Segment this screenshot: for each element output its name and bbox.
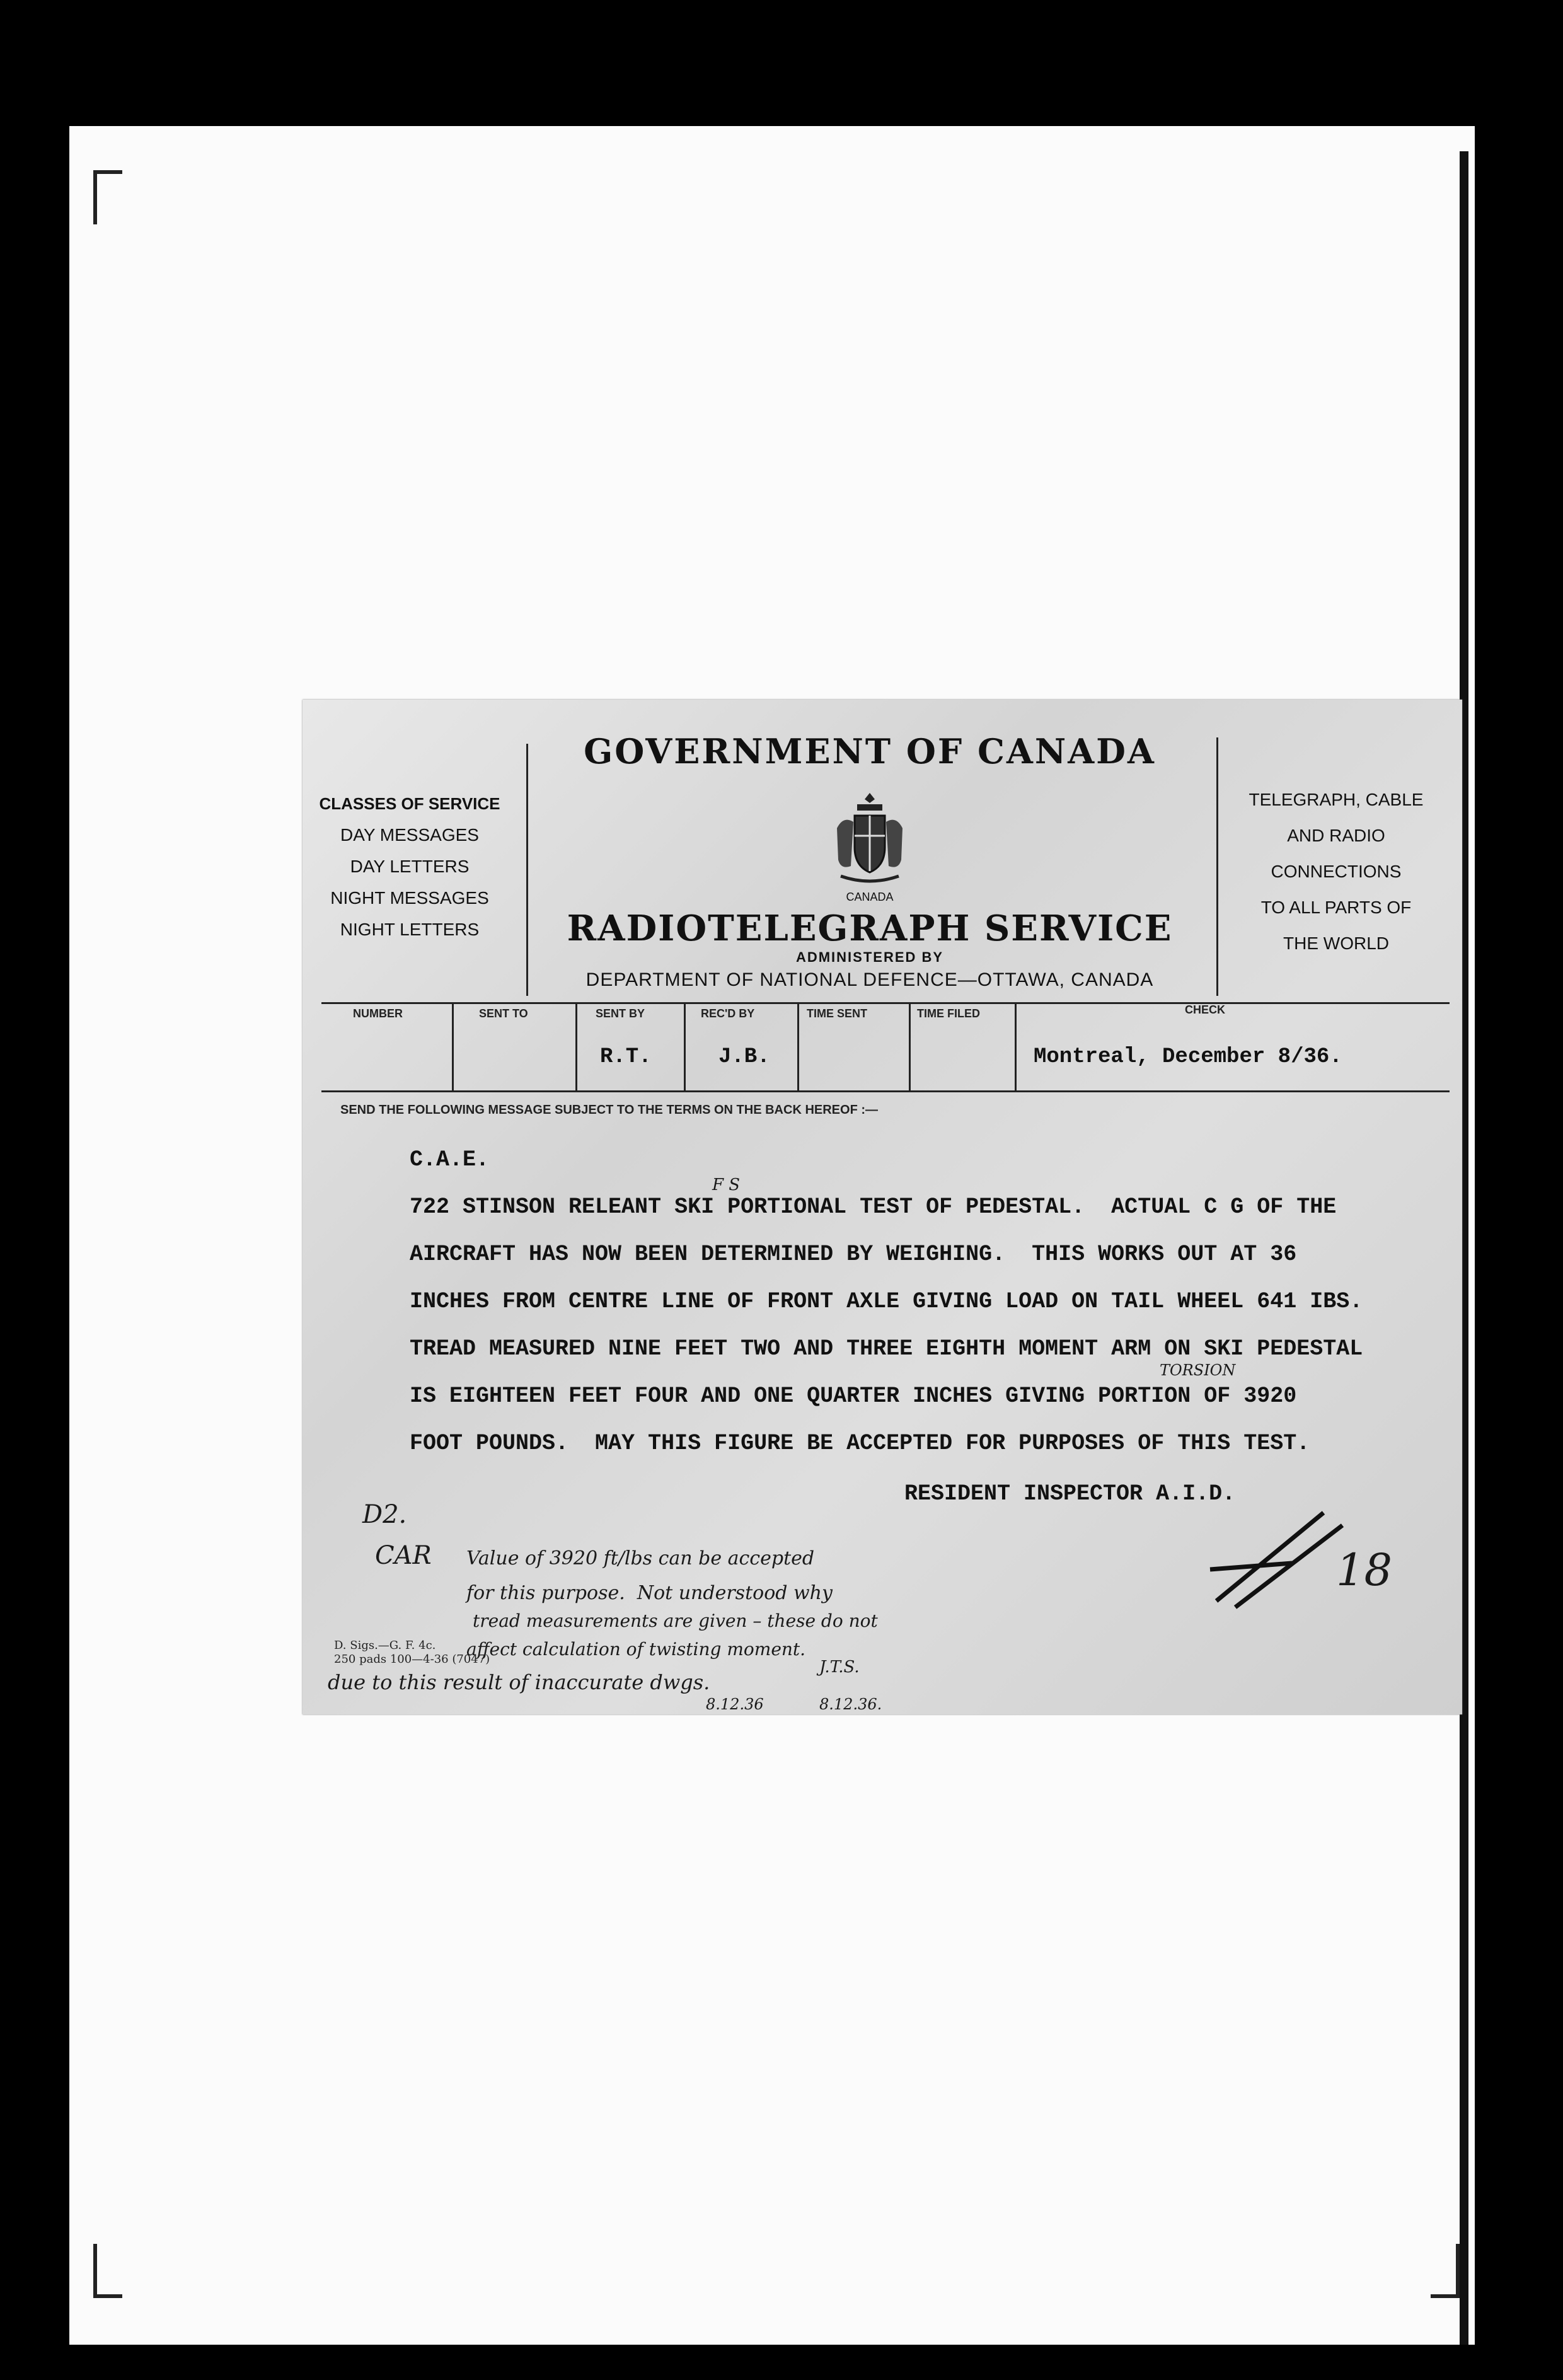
field-divider: [1015, 1002, 1017, 1090]
field-divider: [575, 1002, 577, 1090]
place-date-value: Montreal, December 8/36.: [1034, 1045, 1342, 1069]
handwritten-torsion: TORSION: [1160, 1361, 1236, 1379]
connections-line: TO ALL PARTS OF: [1260, 898, 1412, 917]
message-line: AIRCRAFT HAS NOW BEEN DETERMINED BY WEIGHING. THIS WORKS OUT AT 36: [410, 1242, 1297, 1267]
divider: [526, 744, 528, 996]
header-number: NUMBER: [353, 1007, 403, 1020]
handwritten-note-line: affect calculation of twisting moment.: [466, 1639, 806, 1660]
connections-line: TELEGRAPH, CABLE: [1249, 790, 1424, 809]
header-time-filed: TIME FILED: [917, 1007, 980, 1020]
form-header: [529, 731, 1210, 991]
handwritten-folio: 18: [1336, 1544, 1393, 1596]
handwritten-note-line: Value of 3920 ft/lbs can be accepted: [466, 1547, 815, 1569]
header-sent-to: SENT TO: [479, 1007, 528, 1020]
field-divider: [797, 1002, 799, 1090]
handwritten-fs: F S: [712, 1176, 741, 1194]
handwritten-note-line: for this purpose. Not understood why: [466, 1582, 833, 1604]
class-item: DAY MESSAGES: [340, 825, 479, 845]
form-number-line: D. Sigs.—G. F. 4c.: [334, 1639, 436, 1652]
handwritten-date: 8.12.36: [706, 1695, 764, 1713]
header-recd-by: REC'D BY: [701, 1007, 755, 1020]
class-item: NIGHT MESSAGES: [330, 888, 489, 908]
service-title: RADIOTELEGRAPH SERVICE: [567, 908, 1173, 949]
cancel-strike-marks: [1197, 1500, 1361, 1626]
field-divider: [909, 1002, 911, 1090]
handwritten-note-line: tread measurements are given – these do not: [473, 1610, 878, 1631]
classes-heading: CLASSES OF SERVICE: [319, 794, 500, 813]
crest-label: CANADA: [846, 891, 894, 903]
coat-of-arms-icon: [832, 790, 908, 885]
addressee: C.A.E.: [410, 1147, 490, 1172]
connections-line: CONNECTIONS: [1271, 862, 1402, 881]
department-line: DEPARTMENT OF NATIONAL DEFENCE—OTTAWA, CANADA: [585, 969, 1154, 990]
government-title: GOVERNMENT OF CANADA: [584, 731, 1156, 771]
connections-line: AND RADIO: [1287, 826, 1385, 845]
signature: RESIDENT INSPECTOR A.I.D.: [904, 1481, 1236, 1506]
send-instruction: SEND THE FOLLOWING MESSAGE SUBJECT TO THE TERMS ON THE BACK HEREOF :—: [340, 1103, 878, 1117]
crop-mark-bottom-right: [1431, 2244, 1460, 2298]
message-line: INCHES FROM CENTRE LINE OF FRONT AXLE GIVING LOAD ON TAIL WHEEL 641 IBS.: [410, 1289, 1363, 1314]
handwritten-routing: D2.: [362, 1500, 407, 1529]
crop-mark-top-left: [93, 170, 122, 224]
connections-line: THE WORLD: [1283, 933, 1389, 953]
form-number-line: 250 pads 100—4-36 (7047): [334, 1653, 490, 1666]
crop-mark-bottom-left: [93, 2244, 122, 2298]
header-time-sent: TIME SENT: [807, 1007, 868, 1020]
recd-by-value: J.B.: [718, 1045, 770, 1069]
message-line: FOOT POUNDS. MAY THIS FIGURE BE ACCEPTED FOR PURPOSES OF THIS TEST.: [410, 1431, 1310, 1456]
administered-by: ADMINISTERED BY: [795, 949, 944, 965]
handwritten-date: 8.12.36.: [819, 1695, 882, 1713]
classes-of-service: [315, 788, 504, 945]
connections-box: [1229, 782, 1443, 961]
telegram-form: [303, 700, 1462, 1714]
message-line: 722 STINSON RELEANT SKI PORTIONAL TEST OF PEDESTAL. ACTUAL C G OF THE: [410, 1194, 1337, 1220]
handwritten-car: CAR: [375, 1541, 432, 1570]
sent-by-value: R.T.: [600, 1045, 652, 1069]
divider: [1216, 737, 1218, 996]
class-item: NIGHT LETTERS: [340, 920, 480, 939]
message-line: IS EIGHTEEN FEET FOUR AND ONE QUARTER INCHES GIVING PORTION OF 3920: [410, 1384, 1297, 1409]
message-line: TREAD MEASURED NINE FEET TWO AND THREE EIGHTH MOMENT ARM ON SKI PEDESTAL: [410, 1336, 1363, 1361]
field-row-top-rule: [321, 1002, 1450, 1004]
field-row-bottom-rule: [321, 1090, 1450, 1092]
header-check: CHECK: [1185, 1003, 1226, 1016]
header-sent-by: SENT BY: [596, 1007, 645, 1020]
form-number: [334, 1639, 490, 1667]
handwritten-initials: J.T.S.: [819, 1658, 860, 1677]
field-divider: [684, 1002, 686, 1090]
class-item: DAY LETTERS: [350, 857, 470, 876]
handwritten-note-line: due to this result of inaccurate dwgs.: [328, 1670, 710, 1694]
field-divider: [452, 1002, 454, 1090]
